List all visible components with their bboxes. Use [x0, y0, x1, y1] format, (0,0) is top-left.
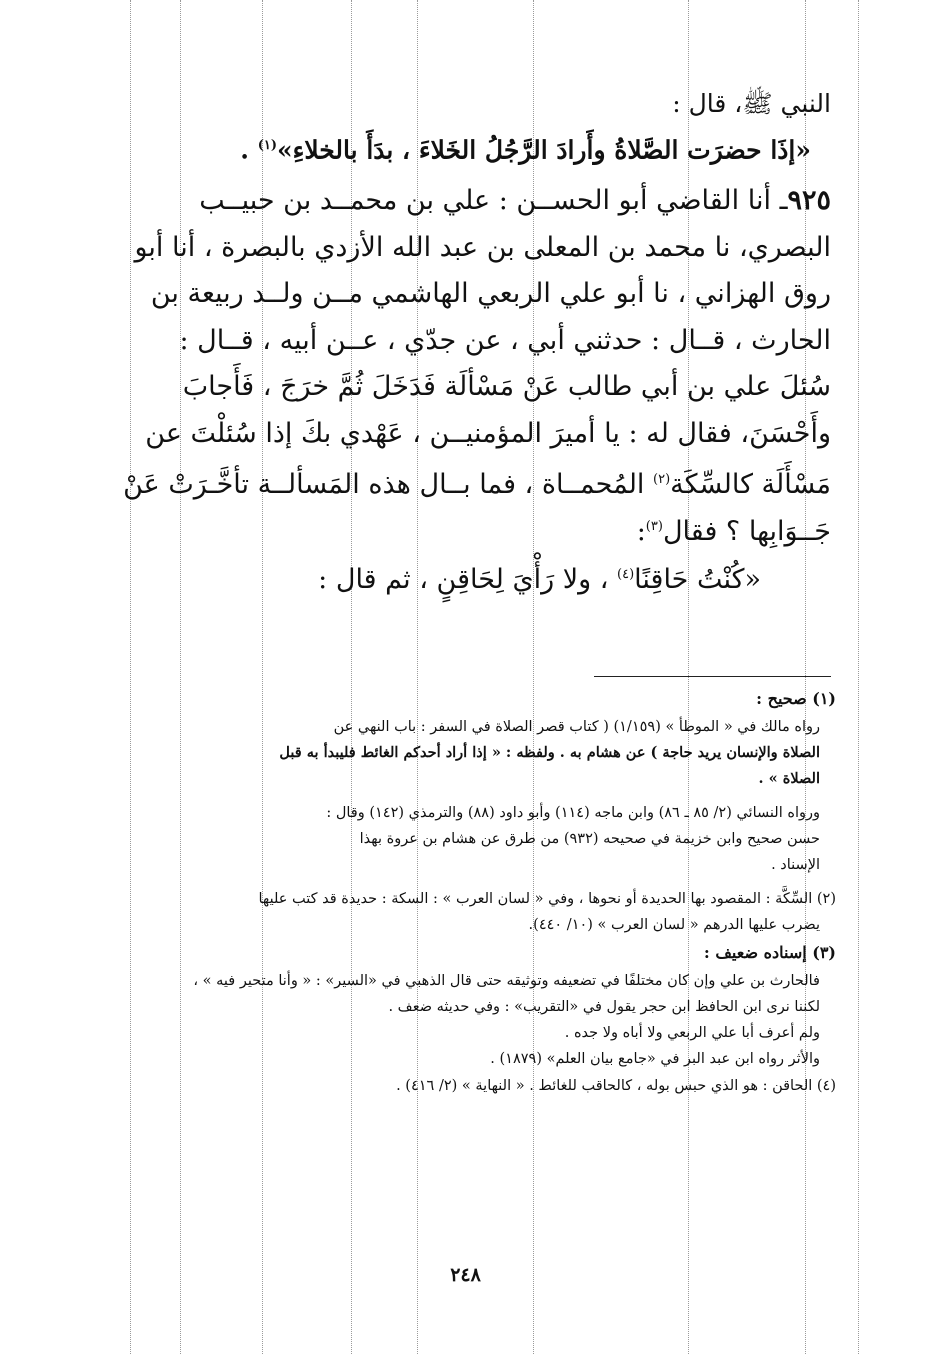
narration-line: سُئلَ علي بن أبي طالب عَنْ مَسْألَة فَدَخَلَ ثُمَّ خرَجَ ، فَأَجابَ — [182, 371, 831, 402]
footnote-4: (٤) الحاقن : هو الذي حبس بوله ، كالحاقب للغائط . « النهاية » (٢/ ٤١٦) . — [396, 1078, 836, 1094]
narration-line: جَــوَابِها ؟ فقال$^{(٣)}$: — [636, 515, 831, 547]
footnotes — [95, 684, 836, 1100]
narration-line: وأَحْسَنَ، فقال له : يا أميرَ المؤمنيــن ، عَهْدي بكَ إذا سُئلْتَ عن — [145, 417, 831, 449]
footnote-marker: (٣) — [645, 518, 663, 534]
footnote-3-paragraph: فالحارث بن علي وإن كان مختلفًا في تضعيفه وتوثيقه حتى قال الذهبي في «السير» : « وأنا متحير فيه » ، لكننا نرى ابن الحافظ ابن حجر يقول في «التقريب» : وفي حديثه ضعف . ولم أعرف أبا علي الربعي ولا أباه ولا جده . والأثر رواه ابن عبد البر في «جامع بيان العلم» (١٨٧٩) . — [193, 973, 820, 1067]
narration-line: روق الهزاني ، نا أبو علي الربعي الهاشمي مــن ولــد ربيعة بن — [150, 278, 831, 309]
footnote-separator — [594, 676, 831, 677]
narration-line: البصري، نا محمد بن المعلى بن عبد الله الأزدي بالبصرة ، أنا أبو — [134, 231, 831, 263]
main-text — [82, 84, 831, 600]
footnote-3-head: (٣) إسناده ضعيف : — [703, 943, 836, 962]
intro-line: النبي ﷺ، قال : — [672, 89, 831, 118]
narration-line: ٩٢٥ـ أنا القاضي أبو الحســن : علي بن محمــد بن حبيــب — [199, 185, 831, 216]
scan-dotted-line — [858, 0, 859, 1354]
narration-number: ٩٢٥ — [787, 185, 831, 216]
narration-line: مَسْأَلَة كالسِّكَة$^{(٢)}$ المُحمــاة ، فما بــال هذه المَسألــة تأخَّـرَتْ عَنْ — [123, 469, 831, 500]
footnote-1-paragraph: ورواه النسائي (٢/ ٨٥ ـ ٨٦) وابن ماجه (١١٤) وأبو داود (٨٨) والترمذي (١٤٢) وقال : حسن صحيح وابن خزيمة في صحيحه (٩٣٢) من طرق عن هشام بن عروة بهذا الإسناد . — [326, 805, 820, 873]
footnote-marker: (٢) — [653, 472, 671, 487]
footnote-marker: (٤) — [617, 567, 635, 582]
footnote-1-head: (١) صحيح : — [756, 689, 836, 708]
hadith-tail: . — [240, 135, 258, 165]
hadith-text: «إذَا حضرَت الصَّلاةُ وأَرادَ الرَّجُلُ الخَلاءَ ، بدَأَ بالخلاءِ» — [276, 135, 811, 165]
narration-paragraph — [82, 178, 831, 550]
footnote-2: (٢) السِّكَّة : المقصود بها الحديدة أو نحوها ، وفي « لسان العرب » : السكة : حديدة قد كتب عليها يضرب عليها الدرهم « لسان العرب » (١٠/ ٤٤٠). — [258, 891, 836, 933]
hadith-line — [82, 124, 811, 168]
footnote-marker: (١) — [257, 138, 277, 153]
narration-line: الحارث ، قــال : حدثني أبي ، عن جدّي ، عــن أبيه ، قــال : — [179, 324, 831, 356]
footnote-1-paragraph: رواه مالك في « الموطأ » (١/١٥٩) ( كتاب قصر الصلاة في السفر : باب النهي عن الصلاة والإنسان يريد حاجة ) عن هشام به . ولفظه : « إذا أراد أحدكم الغائط فليبدأ به قبل الصلاة » . — [279, 719, 820, 787]
page-number: ٢٤٨ — [450, 1264, 481, 1286]
quote-line: «كُنْتُ حَاقِنًا$^{(٤)}$ ، ولا رَأْيَ لِحَاقِنٍ ، ثم قال : — [318, 564, 761, 595]
